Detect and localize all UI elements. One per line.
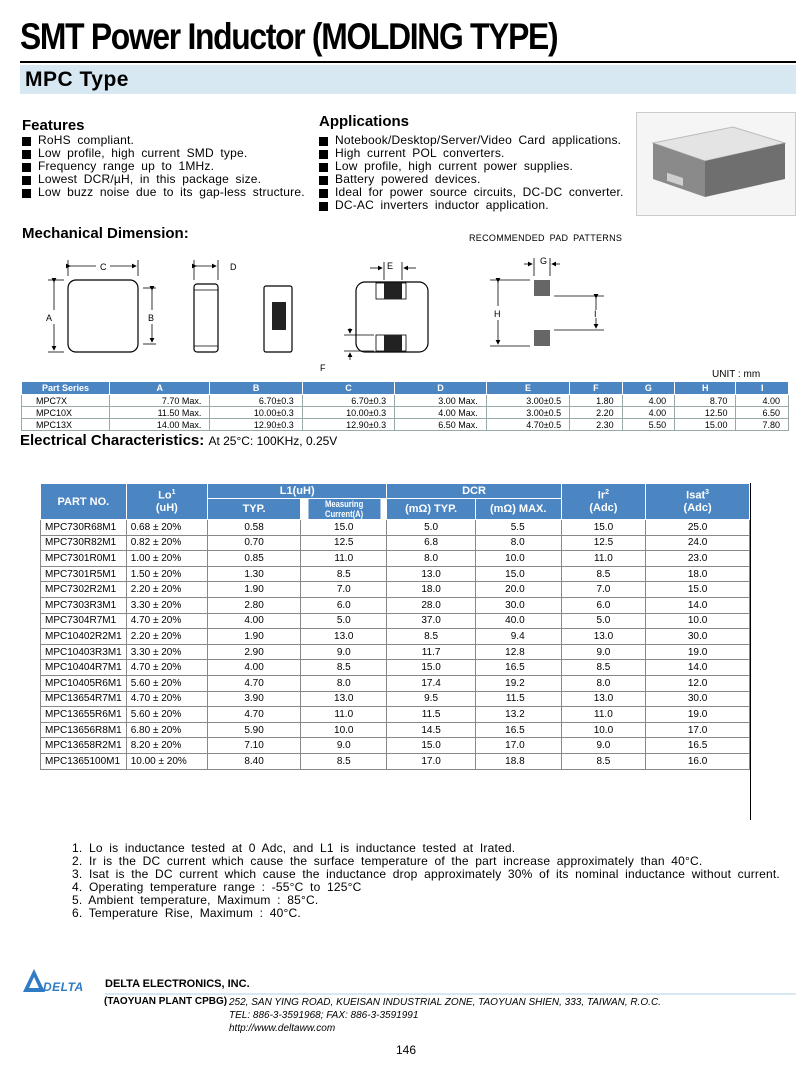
inductor-photo-icon [637,113,797,217]
table-cell: 8.5 [301,660,387,676]
bullet-square-icon [319,150,328,159]
table-cell: 6.0 [301,597,387,613]
table-cell: 8.5 [387,629,475,645]
col-header: Part Series [22,382,110,395]
table-cell: 9.0 [561,644,646,660]
top-view-body [68,280,138,352]
dim-d-label: D [230,262,237,272]
col-header: C [302,382,394,395]
table-cell: MPC730R82M1 [41,535,127,551]
side-view-body [194,284,218,352]
table-cell: 12.0 [646,675,750,691]
bullet-square-icon [22,163,31,172]
bullet-square-icon [22,176,31,185]
table-header-row [22,382,789,395]
table-cell: 0.70 [208,535,301,551]
table-cell: 6.8 [387,535,475,551]
table-cell: 20.0 [475,582,561,598]
table-cell: 10.0 [475,551,561,567]
table-cell: 8.0 [561,675,646,691]
table-cell: 15.0 [475,566,561,582]
product-photo [636,112,796,216]
bullet-square-icon [319,202,328,211]
table-cell: 4.00 [208,613,301,629]
application-item: Ideal for power source circuits, DC-DC converter. [319,186,624,199]
table-cell: MPC13658R2M1 [41,738,127,754]
table-cell: 40.0 [475,613,561,629]
table-cell: 11.0 [301,551,387,567]
table-cell: 6.0 [561,597,646,613]
footer-rule [105,993,796,995]
note-item: 6. Temperature Rise, Maximum : 40°C. [72,906,301,920]
dim-c-label: C [100,262,107,272]
table-cell: 9.0 [561,738,646,754]
table-cell: 5.90 [208,722,301,738]
bottom-terminal-bottom [384,335,402,351]
table-cell: 1.90 [208,629,301,645]
table-row [41,551,750,567]
table-cell: 19.2 [475,675,561,691]
table-cell: 17.0 [646,722,750,738]
table-cell: 4.70 [208,707,301,723]
table-cell: 1.30 [208,566,301,582]
mechanical-drawing [20,232,640,374]
table-cell: 4.70 ± 20% [126,691,207,707]
note-item: 1. Lo is inductance tested at 0 Adc, and L1 is inductance tested at Irated. [72,841,516,855]
table-cell: 2.20 ± 20% [126,582,207,598]
col-header: B [210,382,302,395]
table-row [41,722,750,738]
note-item: 2. Ir is the DC current which cause the surface temperature of the part increase approximately than 40°C. [72,854,703,868]
col-header-dcr-max: (mΩ) MAX. [475,499,561,520]
table-row [41,566,750,582]
dim-i-label: I [594,309,597,319]
table-cell: 14.5 [387,722,475,738]
table-cell: 30.0 [646,691,750,707]
features-heading: Features [22,117,85,134]
table-cell: 4.70 [208,675,301,691]
table-cell: 15.0 [387,660,475,676]
table-cell: 2.80 [208,597,301,613]
table-cell: 11.0 [561,707,646,723]
table-row [41,597,750,613]
dim-f-label: F [320,363,326,373]
table-cell: 13.2 [475,707,561,723]
table-cell: 11.5 [475,691,561,707]
col-header-part-no: PART NO. [41,484,127,520]
feature-item: Frequency range up to 1MHz. [22,160,305,173]
col-header: F [570,382,622,395]
table-row [41,535,750,551]
table-cell: 2.90 [208,644,301,660]
table-cell: MPC7301R0M1 [41,551,127,567]
pad-patterns-label: RECOMMENDED PAD PATTERNS [469,233,623,243]
table-cell: 5.0 [387,520,475,536]
table-cell: 8.0 [387,551,475,567]
table-cell: 8.5 [301,566,387,582]
application-item: Notebook/Desktop/Server/Video Card applications. [319,134,624,147]
table-cell: 18.0 [646,566,750,582]
table-cell: 10.0 [646,613,750,629]
table-cell: 8.0 [301,675,387,691]
feature-item: Low buzz noise due to its gap-less structure. [22,186,305,199]
table-cell: 10.0 [561,722,646,738]
table-cell: MPC13654R7M1 [41,691,127,707]
table-cell: 19.0 [646,644,750,660]
table-cell: 9.4 [475,629,561,645]
col-header: I [736,382,789,395]
table-cell: 23.0 [646,551,750,567]
table-cell: 5.5 [475,520,561,536]
table-cell: 12.5 [301,535,387,551]
table-cell: 9.0 [301,644,387,660]
table-cell: 28.0 [387,597,475,613]
table-cell: 8.5 [301,753,387,769]
dim-h-label: H [494,309,501,319]
electrical-characteristics-table [40,483,750,770]
table-cell: MPC1365100M1 [41,753,127,769]
page-title: SMT Power Inductor (MOLDING TYPE) [20,16,558,57]
table-cell: 14.0 [646,597,750,613]
table-row [41,629,750,645]
table-cell: MPC13655R6M1 [41,707,127,723]
bullet-square-icon [22,189,31,198]
table-cell: 37.0 [387,613,475,629]
table-row [41,582,750,598]
table-cell: 11.7 [387,644,475,660]
col-header-lo: Lo$^1$ (uH) [126,484,207,520]
table-side-rule [750,483,751,820]
table-cell: 7.10 [208,738,301,754]
table-cell: 6.80 ± 20% [126,722,207,738]
table-row: MPC13X 14.00 Max. 12.90±0.3 12.90±0.3 6.50 Max. 4.70±0.5 2.30 5.50 15.00 7.80 [22,419,789,431]
table-cell: 25.0 [646,520,750,536]
application-item: High current POL converters. [319,147,624,160]
table-cell: 19.0 [646,707,750,723]
dim-e-label: E [387,261,394,271]
table-cell: 7.0 [561,582,646,598]
table-cell: 17.0 [387,753,475,769]
company-name: DELTA ELECTRONICS, INC. [105,978,250,990]
table-cell: 17.4 [387,675,475,691]
table-cell: 30.0 [646,629,750,645]
application-item: Low profile, high current power supplies. [319,160,624,173]
bullet-square-icon [22,150,31,159]
table-cell: 15.0 [387,738,475,754]
plant-name: (TAOYUAN PLANT CPBG) [104,996,228,1007]
table-cell: 0.82 ± 20% [126,535,207,551]
table-cell: 30.0 [475,597,561,613]
col-header: H [675,382,736,395]
bottom-terminal-top [384,283,402,299]
col-header-dcr: DCR [387,484,561,499]
phone-fax: TEL: 886-3-3591968; FAX: 886-3-3591991 [229,1010,419,1021]
applications-list [319,134,624,212]
bullet-square-icon [319,163,328,172]
table-cell: 17.0 [475,738,561,754]
table-cell: 0.85 [208,551,301,567]
table-row [41,520,750,536]
page-number: 146 [396,1043,417,1057]
table-row [41,707,750,723]
table-cell: 8.40 [208,753,301,769]
table-cell: 11.5 [387,707,475,723]
table-cell: MPC7303R3M1 [41,597,127,613]
table-cell: 5.0 [301,613,387,629]
features-list [22,134,305,199]
table-row [41,675,750,691]
table-cell: 3.30 ± 20% [126,644,207,660]
table-cell: 8.20 ± 20% [126,738,207,754]
bullet-square-icon [319,176,328,185]
table-row: MPC10X 11.50 Max. 10.00±0.3 10.00±0.3 4.00 Max. 3.00±0.5 2.20 4.00 12.50 6.50 [22,407,789,419]
notes-list [72,842,780,920]
mechanical-heading: Mechanical Dimension: [22,225,189,242]
table-cell: MPC7301R5M1 [41,566,127,582]
table-cell: 8.0 [475,535,561,551]
table-cell: MPC10405R6M1 [41,675,127,691]
table-cell: MPC10403R3M1 [41,644,127,660]
table-cell: 15.0 [646,582,750,598]
col-header: D [395,382,487,395]
table-cell: MPC10402R2M1 [41,629,127,645]
col-header-dcr-typ: (mΩ) TYP. [387,499,475,520]
table-cell: 9.5 [387,691,475,707]
col-header: A [110,382,210,395]
table-cell: 10.00 ± 20% [126,753,207,769]
note-item: 3. Isat is the DC current which cause the inductance drop approximately 30% of its nominal inductance without current. [72,867,780,881]
table-cell: 16.5 [475,722,561,738]
table-cell: 11.0 [561,551,646,567]
table-row [41,753,750,769]
table-cell: 16.0 [646,753,750,769]
pad-bottom [534,330,550,346]
table-cell: 13.0 [301,629,387,645]
table-cell: MPC7304R7M1 [41,613,127,629]
table-cell: 12.8 [475,644,561,660]
feature-item: Low profile, high current SMD type. [22,147,305,160]
bullet-square-icon [22,137,31,146]
col-header-l1: L1(uH) [208,484,387,499]
table-cell: 15.0 [301,520,387,536]
table-cell: 8.5 [561,566,646,582]
col-header: E [486,382,569,395]
type-band [20,65,796,94]
table-cell: 16.5 [646,738,750,754]
table-cell: MPC10404R7M1 [41,660,127,676]
bullet-square-icon [319,137,328,146]
application-item: Battery powered devices. [319,173,624,186]
website-link[interactable]: http://www.deltaww.com [229,1023,336,1034]
address: 252, SAN YING ROAD, KUEISAN INDUSTRIAL ZONE, TAOYUAN SHIEN, 333, TAIWAN, R.O.C. [229,997,661,1008]
end-terminal [272,302,286,330]
table-cell: 4.00 [208,660,301,676]
table-header-row [41,484,750,499]
mechanical-dimension-table [21,381,789,431]
electrical-table-body [41,520,750,770]
col-header-typ: TYP. [208,499,301,520]
unit-label: UNIT : mm [712,369,761,380]
title-rule [20,61,796,63]
table-cell: MPC7302R2M1 [41,582,127,598]
col-header: G [622,382,674,395]
applications-heading: Applications [319,113,410,130]
table-cell: 0.68 ± 20% [126,520,207,536]
table-cell: 8.5 [561,660,646,676]
table-cell: 3.30 ± 20% [126,597,207,613]
table-cell: 12.5 [561,535,646,551]
type-subtitle: MPC Type [25,68,129,91]
table-cell: 11.0 [301,707,387,723]
table-row: MPC7X 7.70 Max. 6.70±0.3 6.70±0.3 3.00 Max. 3.00±0.5 1.80 4.00 8.70 4.00 [22,395,789,407]
pad-top [534,280,550,296]
table-row [41,738,750,754]
table-cell: 24.0 [646,535,750,551]
bullet-square-icon [319,189,328,198]
application-item: DC-AC inverters inductor application. [319,199,624,212]
table-cell: 4.70 ± 20% [126,613,207,629]
col-header-ir: Ir$^2$ (Adc) [561,484,646,520]
table-cell: 0.58 [208,520,301,536]
table-cell: 1.90 [208,582,301,598]
table-cell: 18.0 [387,582,475,598]
table-cell: 14.0 [646,660,750,676]
table-cell: 5.0 [561,613,646,629]
col-header-isat: Isat$^3$ (Adc) [646,484,750,520]
table-cell: 4.70 ± 20% [126,660,207,676]
table-cell: 1.00 ± 20% [126,551,207,567]
table-row [41,691,750,707]
table-cell: 15.0 [561,520,646,536]
feature-item: Lowest DCR/µH, in this package size. [22,173,305,186]
table-cell: 13.0 [387,566,475,582]
table-cell: 10.0 [301,722,387,738]
table-cell: MPC13656R8M1 [41,722,127,738]
note-item: 5. Ambient temperature, Maximum : 85°C. [72,893,319,907]
table-cell: 8.5 [561,753,646,769]
logo-wordmark: DELTA [43,980,84,994]
table-cell: 5.60 ± 20% [126,675,207,691]
table-row [41,644,750,660]
table-cell: 18.8 [475,753,561,769]
table-cell: 3.90 [208,691,301,707]
table-row [41,613,750,629]
table-cell: 5.60 ± 20% [126,707,207,723]
col-header-measuring-current: Measuring Current(A) [307,499,380,520]
table-cell: 9.0 [301,738,387,754]
table-row [41,660,750,676]
table-cell: 13.0 [301,691,387,707]
table-cell: 1.50 ± 20% [126,566,207,582]
table-cell: MPC730R68M1 [41,520,127,536]
note-item: 4. Operating temperature range : -55°C to 125°C [72,880,362,894]
table-cell: 16.5 [475,660,561,676]
electrical-heading [20,432,337,449]
dim-b-label: B [148,313,155,323]
table-cell: 2.20 ± 20% [126,629,207,645]
electrical-heading-text: Electrical Characteristics: [20,432,205,449]
table-cell: 7.0 [301,582,387,598]
table-cell: 13.0 [561,691,646,707]
dim-g-label: G [540,256,548,266]
test-condition: At 25°C: 100KHz, 0.25V [208,434,338,448]
table-cell: 13.0 [561,629,646,645]
feature-item: RoHS compliant. [22,134,305,147]
dim-a-label: A [46,313,53,323]
